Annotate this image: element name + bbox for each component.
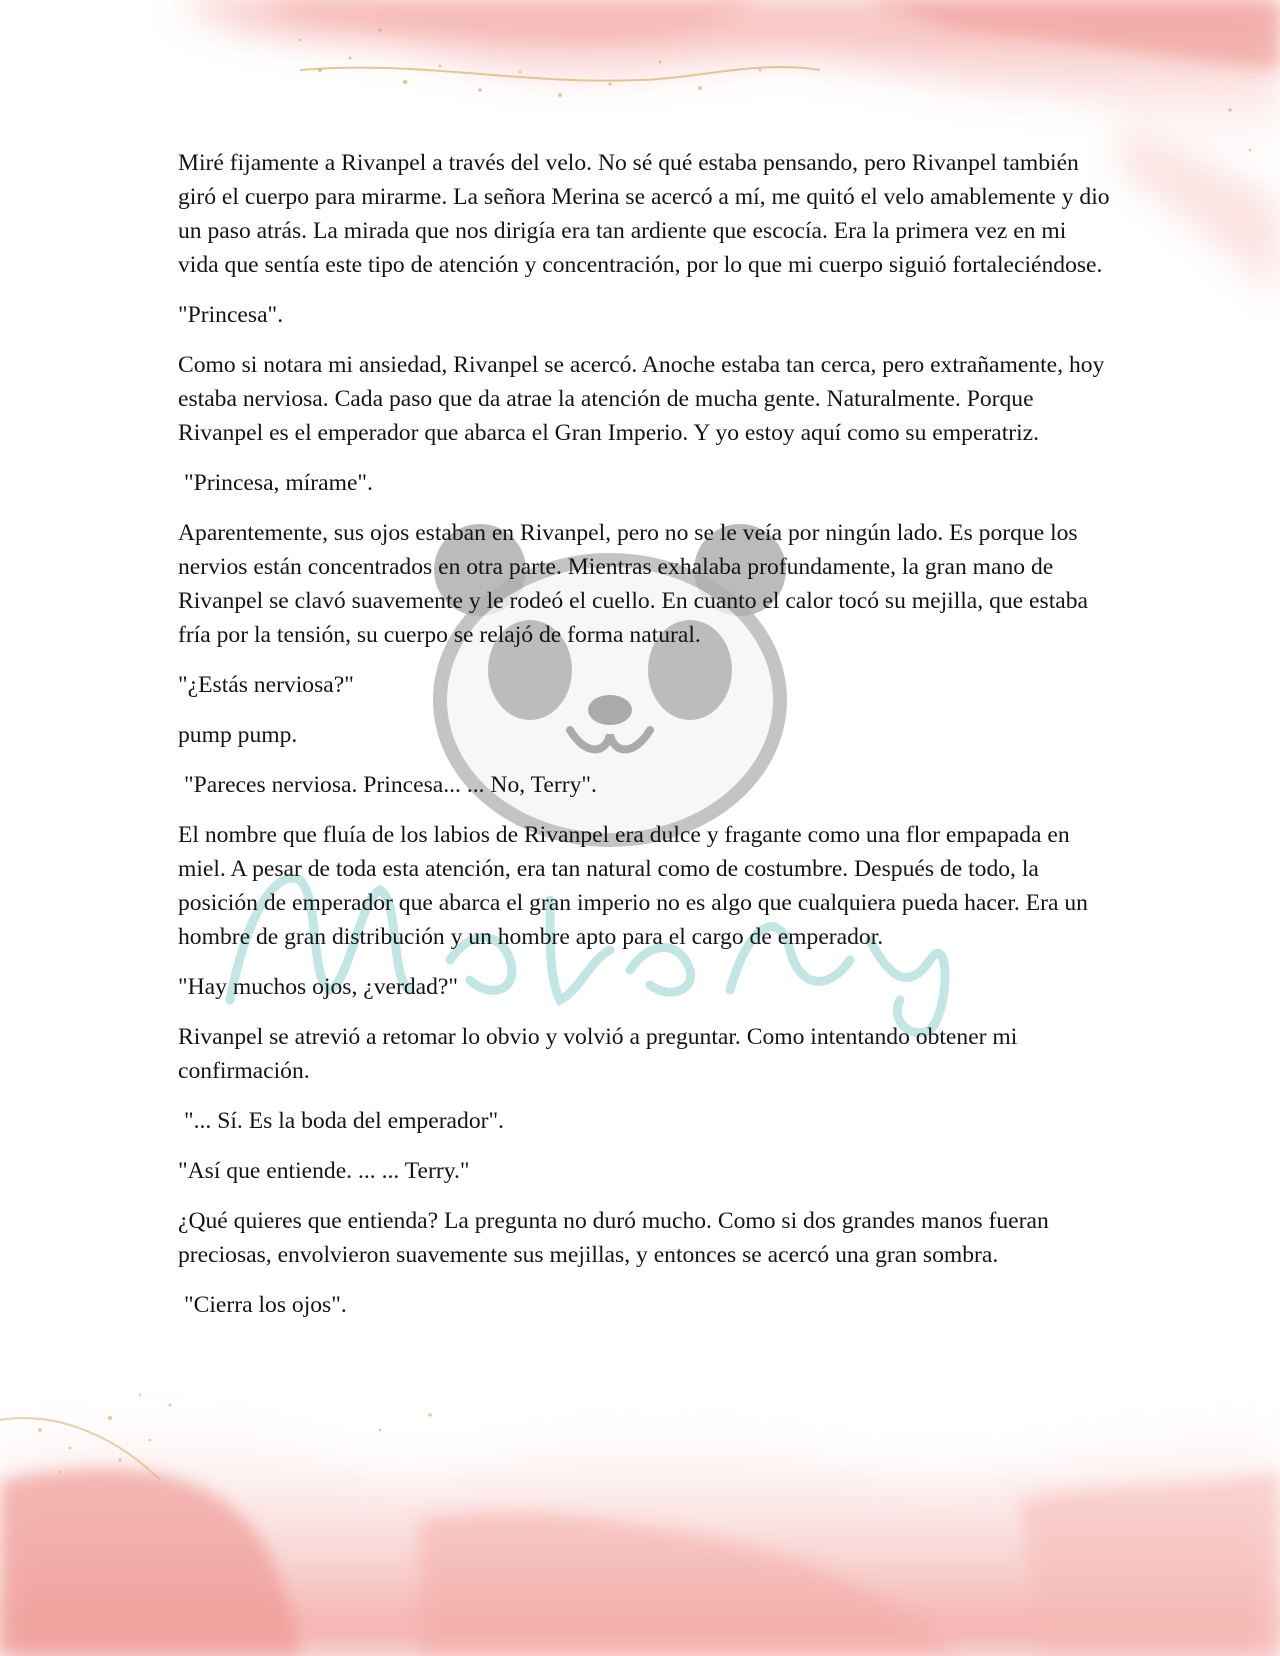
paragraph: Rivanpel se atrevió a retomar lo obvio y volvió a preguntar. Como intentando obtener mi confirmación. [178,1024,1018,1084]
paragraph: "Cierra los ojos". [184,1292,347,1318]
paragraph: "Así que entiende. ... ... Terry." [178,1158,470,1184]
paragraph: pump pump. [178,722,298,748]
paragraph: "Princesa, mírame". [184,470,373,496]
paragraph: "¿Estás nerviosa?" [178,672,354,698]
paragraph: "Hay muchos ojos, ¿verdad?" [178,974,459,1000]
paragraph: "Princesa". [178,302,284,328]
paragraph: Aparentemente, sus ojos estaban en Rivanpel, pero no se le veía por ningún lado. Es porque los nervios están concentrados en otra parte. Mientras exhalaba profundamente, la gran mano de Rivanpel se clavó suavemente y le rodeó el cuello. En cuanto el calor tocó su mejilla, que estaba fría por la tensión, su cuerpo se relajó de forma natural. [178,520,1088,648]
paragraph: "... Sí. Es la boda del emperador". [184,1108,505,1134]
paragraph: Miré fijamente a Rivanpel a través del velo. No sé qué estaba pensando, pero Rivanpel también giró el cuerpo para mirarme. La señora Merina se acercó a mí, me quitó el velo amablemente y dio un paso atrás. La mirada que nos dirigía era tan ardiente que escocía. Era la primera vez en mi vida que sentía este tipo de atención y concentración, por lo que mi cuerpo siguió fortaleciéndose. [178,150,1110,278]
paragraph: ¿Qué quieres que entienda? La pregunta no duró mucho. Como si dos grandes manos fueran preciosas, envolvieron suavemente sus mejillas, y entonces se acercó una gran sombra. [178,1208,1049,1268]
paragraph: Como si notara mi ansiedad, Rivanpel se acercó. Anoche estaba tan cerca, pero extrañamente, hoy estaba nerviosa. Cada paso que da atrae la atención de mucha gente. Naturalmente. Porque Rivanpel es el emperador que abarca el Gran Imperio. Y yo estoy aquí como su emperatriz. [178,352,1105,446]
paragraph: El nombre que fluía de los labios de Rivanpel era dulce y fragante como una flor empapada en miel. A pesar de toda esta atención, era tan natural como de costumbre. Después de todo, la posición de emperador que abarca el gran imperio no es algo que cualquiera pueda hacer. Era un hombre de gran distribución y un hombre apto para el cargo de emperador. [178,822,1088,950]
paragraph: "Pareces nerviosa. Princesa... ... No, Terry". [184,772,597,798]
bottom-watercolor-wash [0,1412,1280,1656]
story-text [178,146,1110,1338]
